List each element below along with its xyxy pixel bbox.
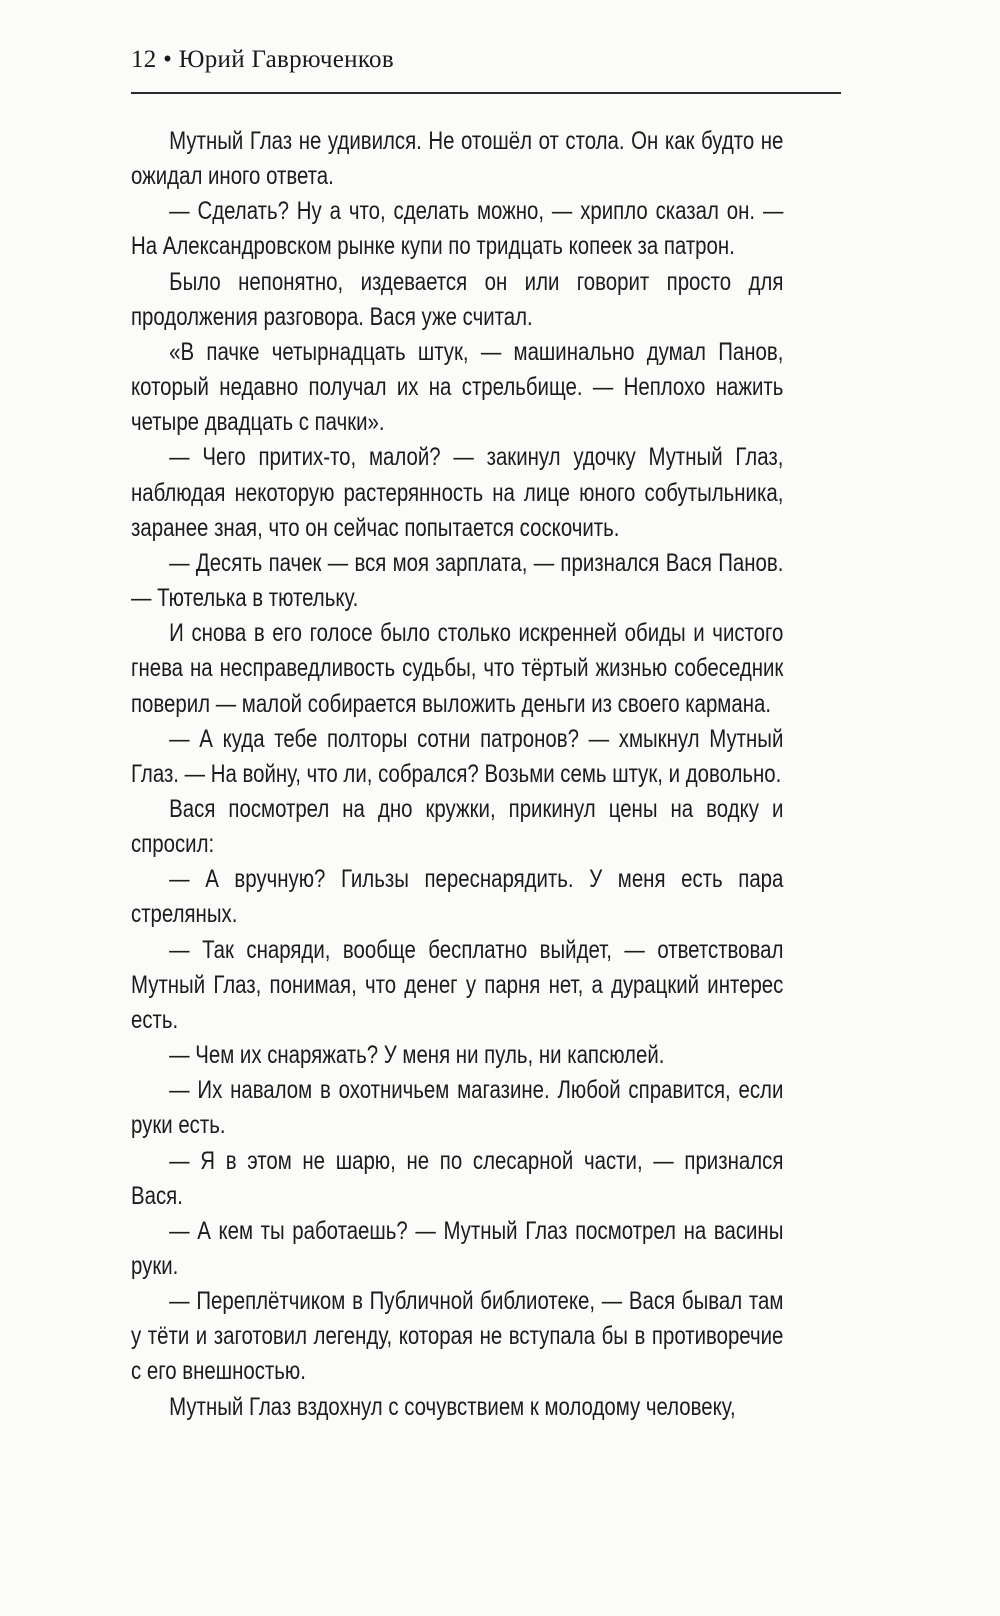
- paragraph: — А куда тебе полторы сотни патронов? — хмыкнул Мутный Глаз. — На войну, что ли, собрался? Возьми семь штук, и довольно.: [131, 725, 784, 788]
- paragraph: — Переплётчиком в Публичной библиотеке, — Вася бывал там у тёти и заготовил легенду, которая не вступала бы в противоречие с его внешностью.: [131, 1288, 784, 1386]
- paragraph: — Десять пачек — вся моя зарплата, — признался Вася Панов. — Тютелька в тютельку.: [131, 549, 784, 613]
- body-text: [131, 124, 783, 1425]
- paragraph: Вася посмотрел на дно кружки, прикинул цены на водку и спросил:: [131, 795, 784, 859]
- paragraph: Мутный Глаз вздохнул с сочувствием к молодому человеку,: [169, 1393, 736, 1421]
- running-head: 12 • Юрий Гаврюченков: [131, 46, 394, 73]
- paragraph: — А кем ты работаешь? — Мутный Глаз посмотрел на васины руки.: [131, 1217, 784, 1280]
- paragraph: Мутный Глаз не удивился. Не отошёл от стола. Он как будто не ожидал иного ответа.: [131, 128, 784, 191]
- paragraph: «В пачке четырнадцать штук, — машинально думал Панов, который недавно получал их на стрельбище. — Неплохо нажить четыре двадцать с пачки».: [131, 338, 784, 437]
- paragraph: — Чего притих-то, малой? — закинул удочку Мутный Глаз, наблюдая некоторую растерянность на лице юного собутыльника, заранее зная, что он сейчас попытается соскочить.: [131, 444, 784, 542]
- paragraph: Было непонятно, издевается он или говорит просто для продолжения разговора. Вася уже считал.: [131, 268, 784, 331]
- paragraph: — Сделать? Ну а что, сделать можно, — хрипло сказал он. — На Александровском рынке купи по тридцать копеек за патрон.: [131, 198, 784, 261]
- paragraph: — Так снаряди, вообще бесплатно выйдет, — ответствовал Мутный Глаз, понимая, что денег у парня нет, а дурацкий интерес есть.: [131, 936, 784, 1034]
- paragraph: — Чем их снаряжать? У меня ни пуль, ни капсюлей.: [169, 1042, 665, 1070]
- paragraph: — Я в этом не шарю, не по слесарной части, — признался Вася.: [131, 1147, 784, 1210]
- paragraph: — Их навалом в охотничьем магазине. Любой справится, если руки есть.: [131, 1077, 784, 1140]
- header-rule: [131, 92, 841, 94]
- paragraph: — А вручную? Гильзы переснарядить. У меня есть пара стреляных.: [131, 866, 784, 929]
- paragraph: И снова в его голосе было столько искренней обиды и чистого гнева на несправедливость судьбы, что тёртый жизнью собеседник поверил — малой собирается выложить деньги из своего кармана.: [131, 620, 784, 718]
